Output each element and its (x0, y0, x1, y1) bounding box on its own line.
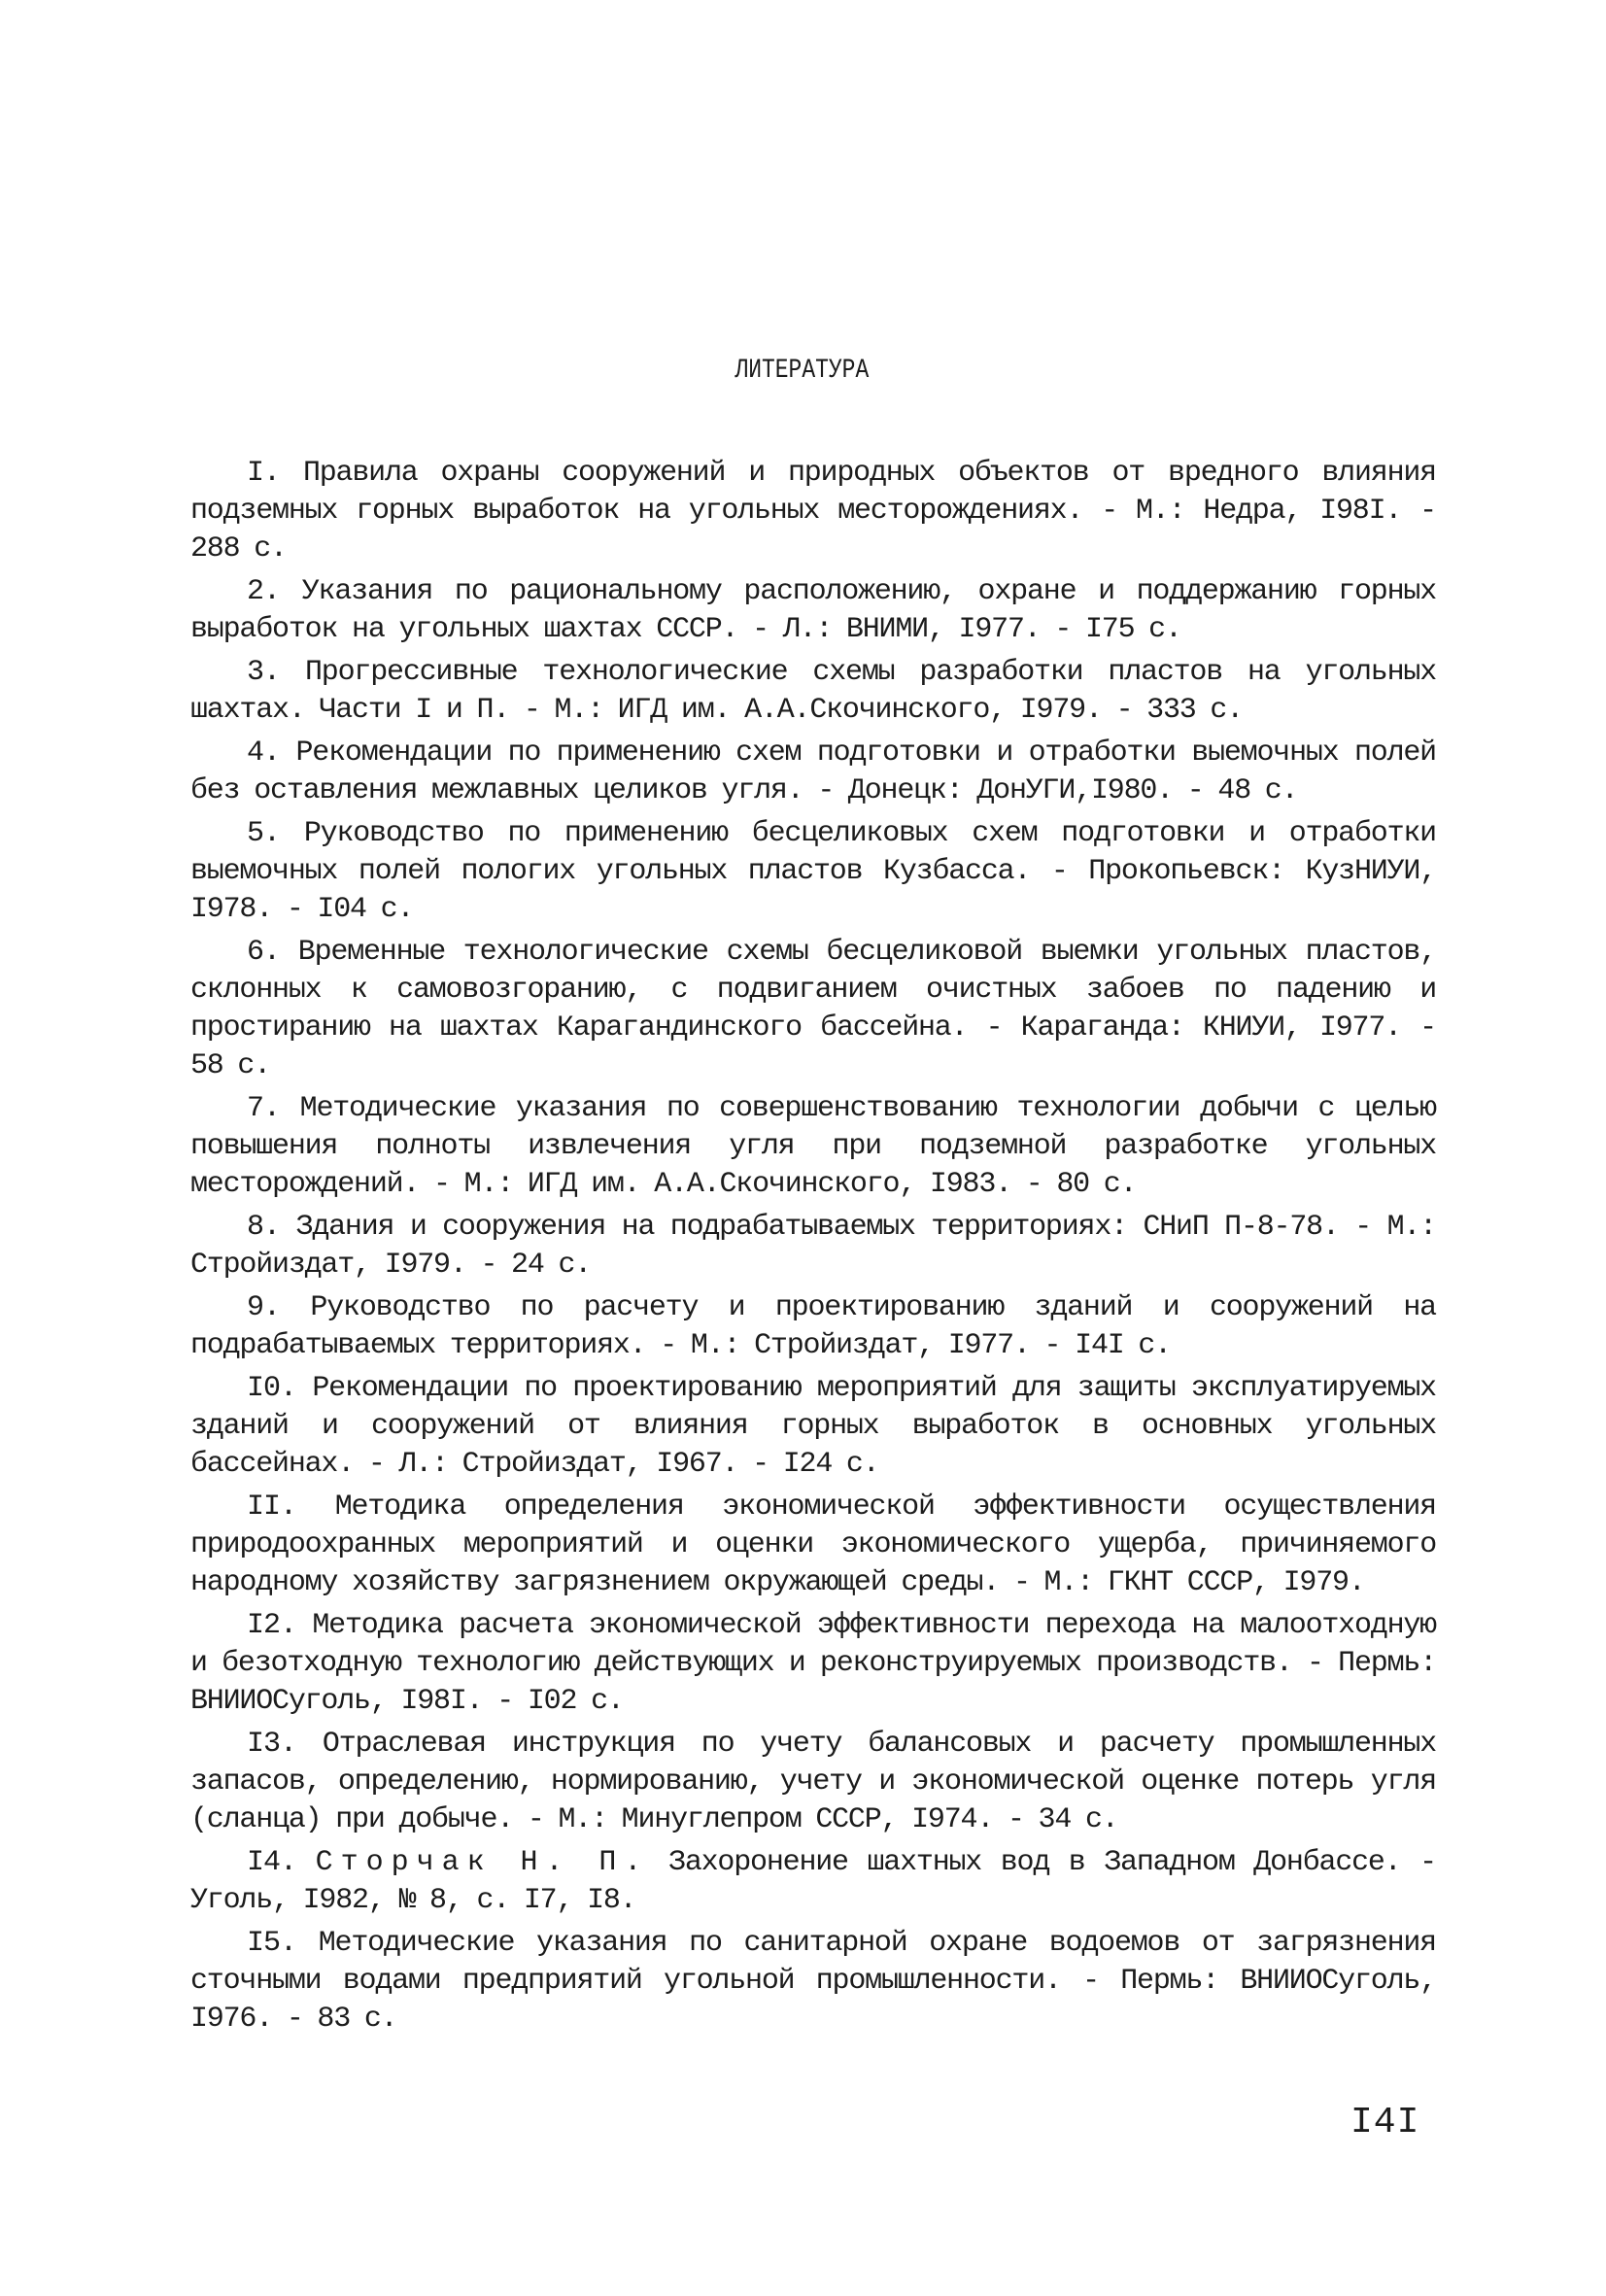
reference-text: Руководство по расчету и проектированию зданий и сооружений на подрабатываемых территориях. - М.: Стройиздат, I977. - I4I с. (190, 1291, 1436, 1362)
reference-text: Захоронение шахтных вод в Западном Донбассе. - Уголь, I982, № 8, с. I7, I8. (190, 1846, 1436, 1917)
reference-number: II. (247, 1491, 297, 1524)
reference-number: 9. (247, 1291, 281, 1324)
reference-item (190, 735, 1436, 810)
reference-item (190, 1289, 1436, 1365)
reference-number: I2. (247, 1609, 297, 1642)
reference-number: 4. (247, 737, 281, 770)
reference-item (190, 1925, 1436, 2039)
reference-item (190, 1209, 1436, 1285)
reference-text: Методика расчета экономической эффективности перехода на малоотходную и безотходную технологию действующих и реконструируемых производств. - Пермь: ВНИИОСуголь, I98I. - I02 с. (190, 1609, 1436, 1718)
reference-text: Отраслевая инструкция по учету балансовых и расчету промышленных запасов, определению, нормированию, учету и экономической оценке потерь угля (сланца) при добыче. - М.: Минуглепром СССР, I974. - 34 с. (190, 1728, 1436, 1836)
reference-number: 2. (247, 575, 281, 608)
reference-item (190, 455, 1436, 568)
reference-text: Методические указания по санитарной охране водоемов от загрязнения сточными водами предприятий угольной промышленности. - Пермь: ВНИИОСуголь, I976. - 83 с. (190, 1927, 1436, 2036)
reference-text: Методические указания по совершенствованию технологии добычи с целью повышения полноты извлечения угля при подземной разработке угольных месторождений. - М.: ИГД им. А.А.Скочинского, I983. - 80 с. (190, 1092, 1436, 1201)
reference-text: Рекомендации по проектированию мероприятий для защиты эксплуатируемых зданий и сооружений от влияния горных выработок в основных угольных бассейнах. - Л.: Стройиздат, I967. - I24 с. (190, 1372, 1436, 1481)
page-number: I4I (1350, 2102, 1420, 2143)
reference-number: 7. (247, 1092, 281, 1125)
reference-author: Сторчак Н. П. (315, 1846, 650, 1879)
reference-text: Правила охраны сооружений и природных объектов от вредного влияния подземных горных выработок на угольных месторождениях. - М.: Недра, I98I. - 288 с. (190, 457, 1436, 565)
page-title: ЛИТЕРАТУРА (735, 356, 870, 386)
reference-number: 3. (247, 656, 281, 689)
reference-text: Прогрессивные технологические схемы разработки пластов на угольных шахтах. Части I и П. - М.: ИГД им. А.А.Скочинского, I979. - 333 с. (190, 656, 1436, 727)
reference-item (190, 1489, 1436, 1602)
reference-number: I5. (247, 1927, 297, 1960)
reference-list (190, 455, 1436, 2043)
reference-item (190, 573, 1436, 649)
reference-number: 6. (247, 936, 281, 969)
reference-number: I4. (247, 1846, 297, 1879)
reference-text: Методика определения экономической эффективности осуществления природоохранных мероприятий и оценки экономического ущерба, причиняемого народному хозяйству загрязнением окружающей среды. - М.: ГКНТ СССР, I979. (190, 1491, 1436, 1599)
reference-text: Рекомендации по применению схем подготовки и отработки выемочных полей без оставления межлавных целиков угля. - Донецк: ДонУГИ,I980. - 48 с. (190, 737, 1436, 807)
reference-item (190, 1844, 1436, 1920)
reference-text: Здания и сооружения на подрабатываемых территориях: СНиП П-8-78. - М.: Стройиздат, I979. - 24 с. (190, 1211, 1436, 1282)
reference-number: I3. (247, 1728, 297, 1761)
reference-text: Руководство по применению бесцеликовых схем подготовки и отработки выемочных полей пологих угольных пластов Кузбасса. - Прокопьевск: КузНИУИ, I978. - I04 с. (190, 817, 1436, 926)
reference-item (190, 815, 1436, 929)
reference-number: 8. (247, 1211, 281, 1244)
reference-item (190, 1370, 1436, 1484)
reference-number: I. (247, 457, 281, 490)
reference-item (190, 654, 1436, 730)
reference-text: Временные технологические схемы бесцеликовой выемки угольных пластов, склонных к самовозгоранию, с подвиганием очистных забоев по падению и простиранию на шахтах Карагандинского бассейна. - Караганда: КНИУИ, I977. - 58 с. (190, 936, 1436, 1082)
reference-number: I0. (247, 1372, 297, 1405)
reference-item (190, 1090, 1436, 1204)
reference-number: 5. (247, 817, 281, 850)
reference-item (190, 1607, 1436, 1721)
reference-item (190, 934, 1436, 1085)
reference-item (190, 1726, 1436, 1839)
reference-text: Указания по рациональному расположению, охране и поддержанию горных выработок на угольных шахтах СССР. - Л.: ВНИМИ, I977. - I75 с. (190, 575, 1436, 646)
